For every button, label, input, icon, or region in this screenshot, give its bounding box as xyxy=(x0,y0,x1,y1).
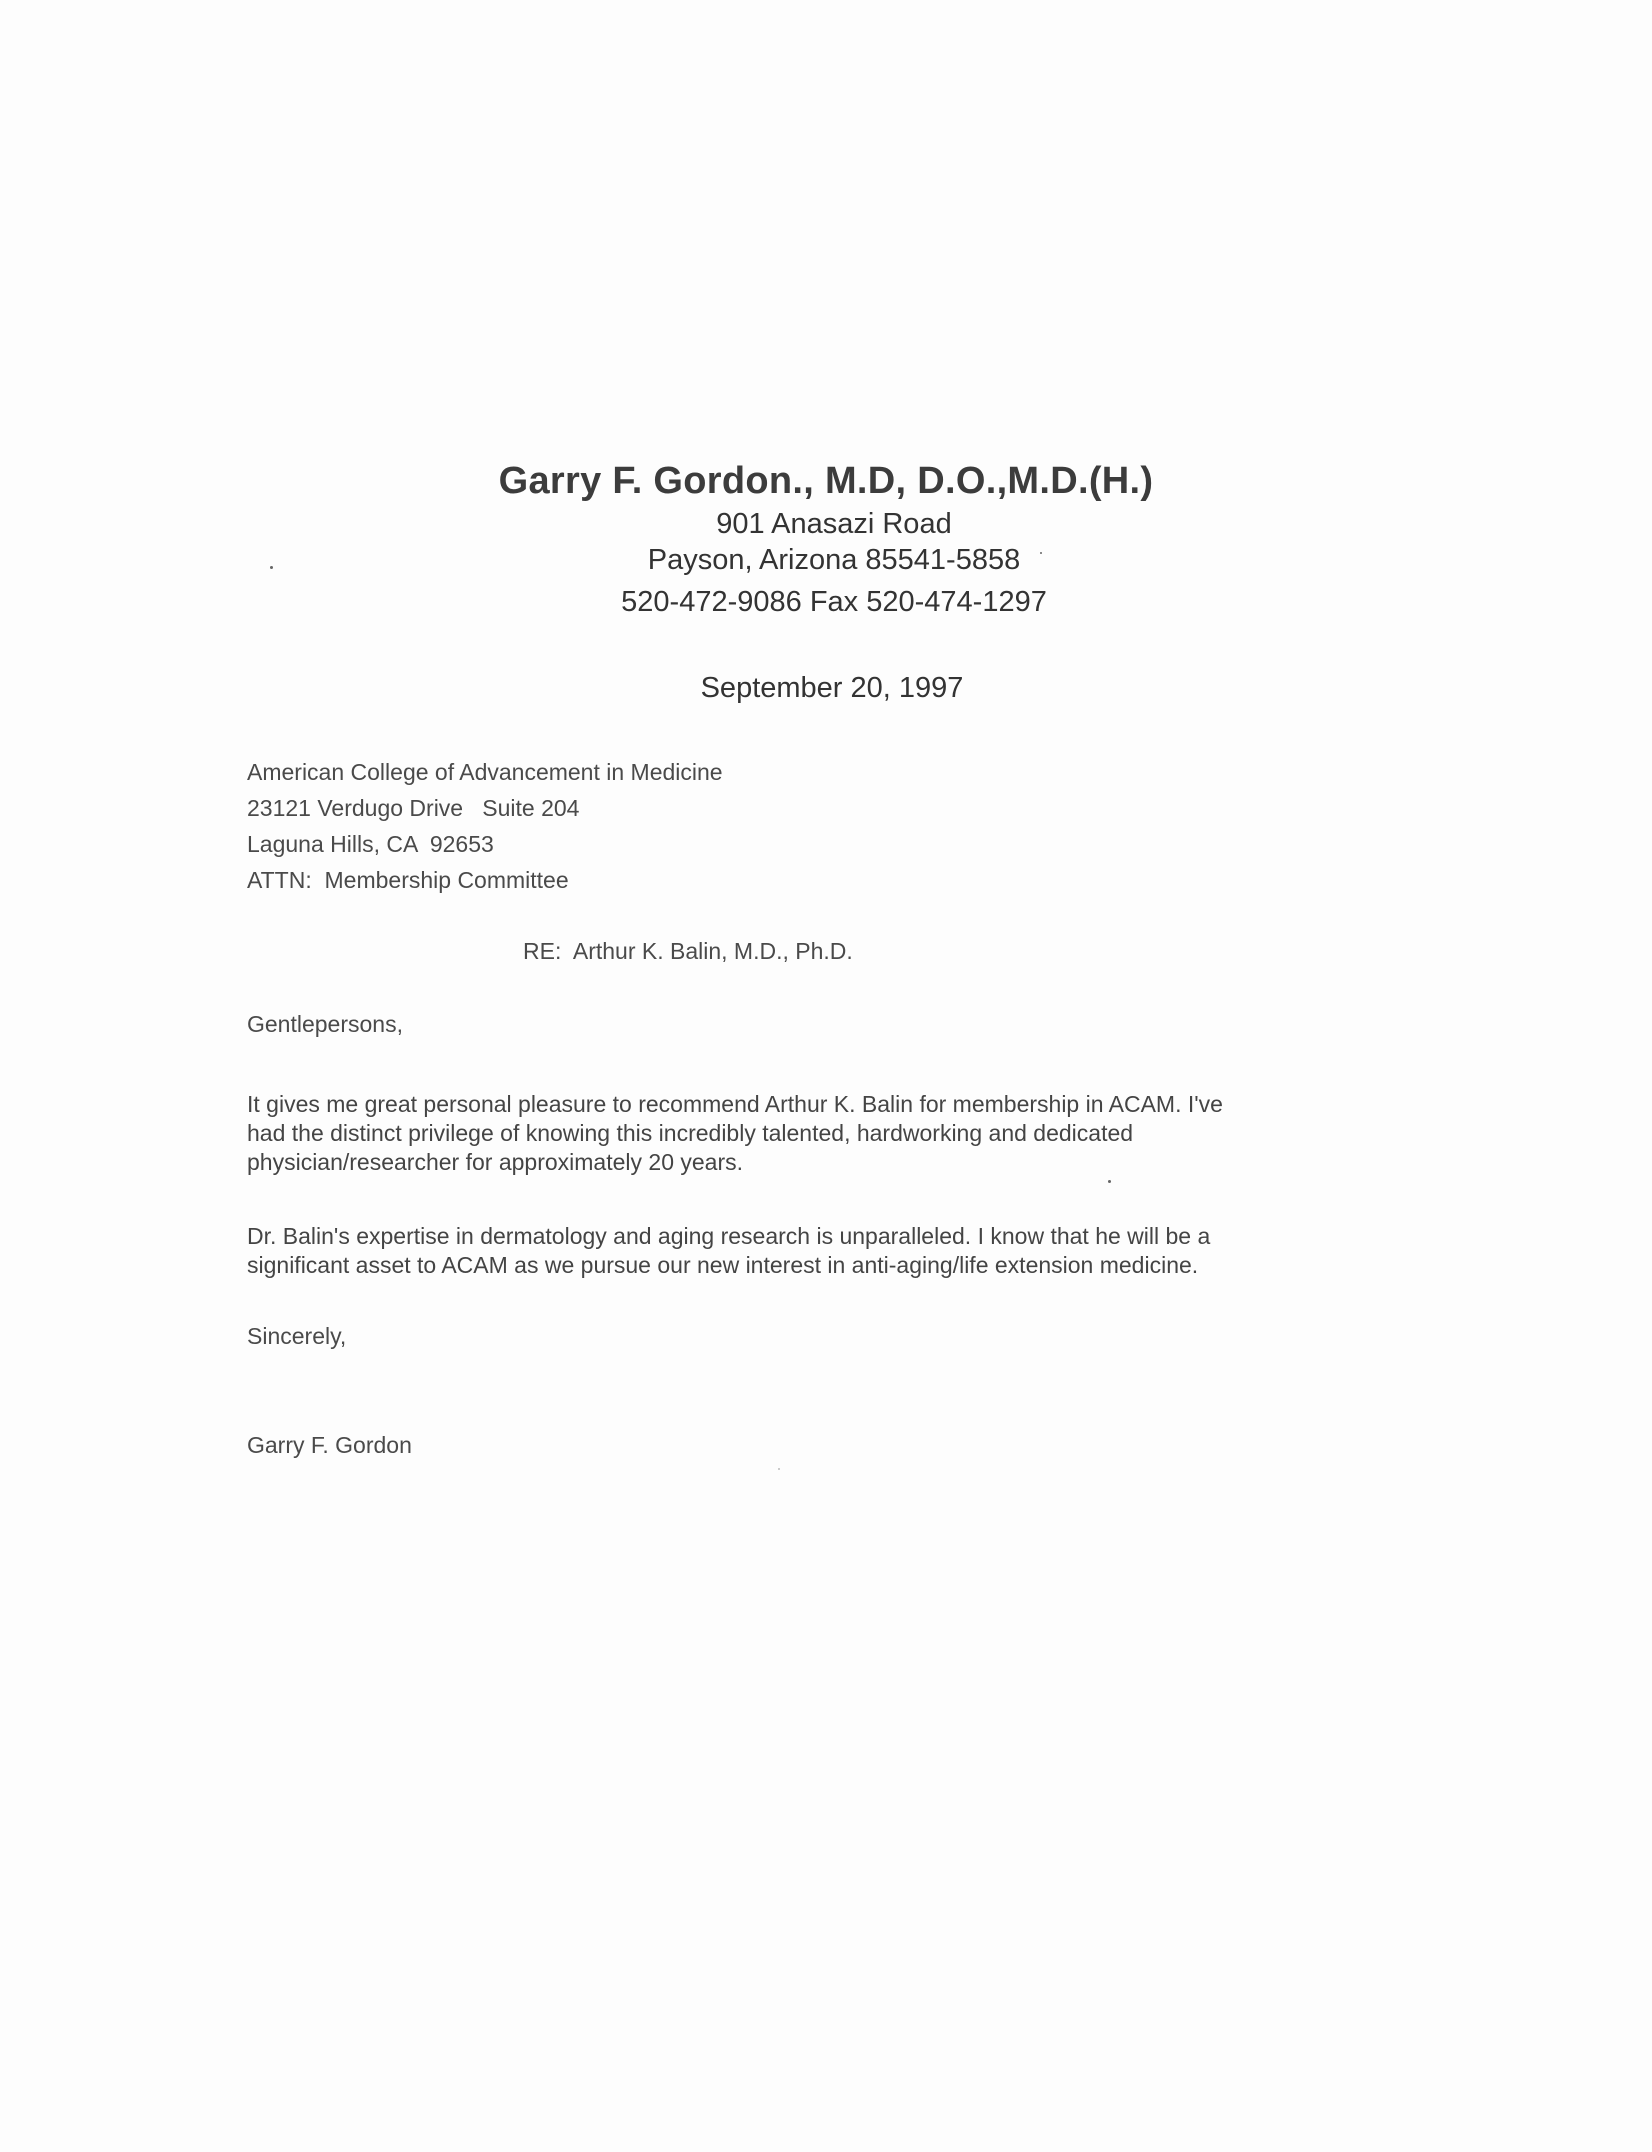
scan-speck xyxy=(1108,1180,1111,1183)
letterhead-street: 901 Anasazi Road xyxy=(716,508,952,540)
paragraph-line: Dr. Balin's expertise in dermatology and aging research is unparalleled. I know that he will be a xyxy=(247,1223,1211,1249)
paragraph-line: had the distinct privilege of knowing this incredibly talented, hardworking and dedicated xyxy=(247,1120,1134,1146)
letterhead-city-state-zip: Payson, Arizona 85541-5858 xyxy=(647,544,1021,576)
recipient-city-state-zip: Laguna Hills, CA 92653 xyxy=(247,831,494,857)
body-paragraph-1 xyxy=(247,1090,1367,1177)
paragraph-line: It gives me great personal pleasure to recommend Arthur K. Balin for membership in ACAM. I've xyxy=(247,1091,1223,1117)
recipient-address xyxy=(247,754,723,898)
letter-date: September 20, 1997 xyxy=(700,672,964,704)
scan-speck xyxy=(1040,552,1042,554)
letterhead-name: Garry F. Gordon., M.D, D.O.,M.D.(H.) xyxy=(498,460,1154,502)
recipient-organization: American College of Advancement in Medicine xyxy=(247,759,723,785)
signature-name: Garry F. Gordon xyxy=(247,1432,412,1458)
recipient-attention: ATTN: Membership Committee xyxy=(247,867,569,893)
body-paragraph-2 xyxy=(247,1222,1367,1280)
letterhead-phone-fax: 520-472-9086 Fax 520-474-1297 xyxy=(621,586,1047,618)
paragraph-line: physician/researcher for approximately 20 years. xyxy=(247,1149,744,1175)
scan-speck xyxy=(778,1468,780,1470)
paragraph-line: significant asset to ACAM as we pursue our new interest in anti-aging/life extension medicine. xyxy=(247,1252,1199,1278)
closing: Sincerely, xyxy=(247,1323,347,1349)
recipient-address-line: 23121 Verdugo Drive Suite 204 xyxy=(247,795,580,821)
salutation: Gentlepersons, xyxy=(247,1011,403,1037)
scan-speck xyxy=(270,566,273,569)
re-line: RE: Arthur K. Balin, M.D., Ph.D. xyxy=(523,938,853,964)
